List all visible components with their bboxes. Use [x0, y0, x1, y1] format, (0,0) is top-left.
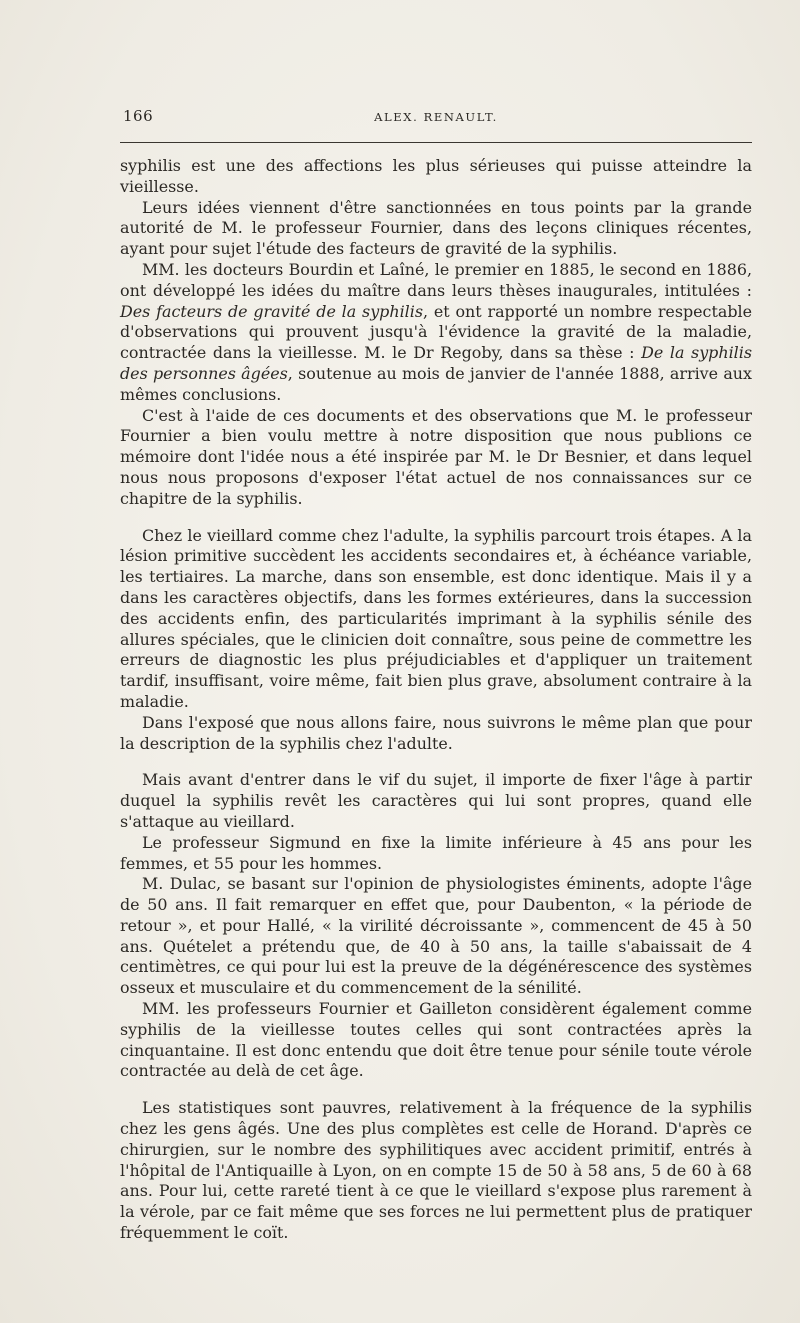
text-run: MM. les docteurs Bourdin et Laîné, le premier en 1885, le second en 1886, ont développé les idées du maître dans leurs thèses inaugurales, intitulées :	[120, 259, 752, 300]
italic-title: Des facteurs de gravité de la syphilis	[120, 301, 423, 321]
text-run: syphilis est une des affections les plus sérieuses qui puisse atteindre la vieillesse.	[120, 156, 752, 196]
running-head: ALEX. RENAULT.	[374, 110, 498, 124]
text-run: C'est à l'aide de ces documents et des observations que M. le professeur Fournier a bien voulu mettre à notre disposition que nous publions ce mémoire dont l'idée nous a été inspirée par M. le Dr Besnier, et dans lequel nous nous proposons d'exposer l'état actuel de nos connaissances sur ce chapitre de la syphilis.	[120, 405, 752, 508]
page-header	[120, 104, 752, 134]
text-run: Chez le vieillard comme chez l'adulte, la syphilis parcourt trois étapes. A la lésion primitive succèdent les accidents secondaires et, à échéance variable, les tertiaires. La marche, dans son ensemble, est donc identique. Mais il y a dans les caractères objectifs, dans les formes extérieures, dans la succession des accidents enfin, des particularités imprimant à la syphilis sénile des allures spéciales, que le clinicien doit connaître, sous peine de commettre les erreurs de diagnostic les plus préjudiciables et d'appliquer un traitement tardif, insuffisant, voire même, fait bien plus grave, absolument contraire à la maladie.	[120, 525, 752, 711]
text-run: Mais avant d'entrer dans le vif du sujet, il importe de fixer l'âge à partir duquel la syphilis revêt les caractères qui lui sont propres, quand elle s'attaque au vieillard.	[120, 770, 752, 831]
paragraph	[120, 406, 752, 510]
text-run: Dans l'exposé que nous allons faire, nous suivrons le même plan que pour la description de la syphilis chez l'adulte.	[120, 712, 752, 753]
header-rule	[120, 142, 752, 143]
paragraph	[120, 526, 752, 713]
text-run: MM. les professeurs Fournier et Gailleton considèrent également comme syphilis de la vieillesse toutes celles qui sont contractées après la cinquantaine. Il est donc entendu que doit être tenue pour sénile toute vérole contractée au delà de cet âge.	[120, 999, 752, 1081]
text-run: , et ont rapporté un nombre respectable d'observations qui prouvent jusqu'à l'évidence la gravité de la maladie, contractée dans la vieillesse. M. le Dr Regoby, dans sa thèse :	[120, 301, 752, 363]
page-number: 166	[123, 107, 154, 125]
paragraph	[120, 713, 752, 755]
paragraph	[120, 1098, 752, 1244]
paragraph	[120, 999, 752, 1082]
text-run: , soutenue au mois de janvier de l'année 1888, arrive aux mêmes conclusions.	[120, 363, 752, 404]
text-run: Les statistiques sont pauvres, relativement à la fréquence de la syphilis chez les gens âgés. Une des plus complètes est celle de Horand. D'après ce chirurgien, sur le nombre des syphilitiques avec accident primitif, entrés à l'hôpital de l'Antiquaille à Lyon, on en compte 15 de 50 à 58 ans, 5 de 60 à 68 ans. Pour lui, cette rareté tient à ce que le vieillard s'expose plus rarement à la vérole, par ce fait même que ses forces ne lui permettent plus de pratiquer fréquemment le coït.	[120, 1098, 752, 1243]
text-run: M. Dulac, se basant sur l'opinion de physiologistes éminents, adopte l'âge de 50 ans. Il fait remarquer en effet que, pour Daubenton, « la période de retour », et pour Hallé, « la virilité décroissante », commencent de 45 à 50 ans. Quételet a prétendu que, de 40 à 50 ans, la taille s'abaissait de 4 centimètres, ce qui pour lui est la preuve de la dégénérescence des systèmes osseux et musculaire et du commencement de la sénilité.	[120, 874, 752, 998]
text-run: Leurs idées viennent d'être sanctionnées en tous points par la grande autorité de M. le professeur Fournier, dans des leçons cliniques récentes, ayant pour sujet l'étude des facteurs de gravité de la syphilis.	[120, 197, 752, 259]
paragraph	[120, 156, 752, 198]
italic-title: De la syphilis des personnes âgées	[120, 343, 752, 383]
text-run: Le professeur Sigmund en fixe la limite inférieure à 45 ans pour les femmes, et 55 pour les hommes.	[120, 832, 752, 873]
paragraph	[120, 260, 752, 406]
paragraph	[120, 770, 752, 832]
paragraph	[120, 198, 752, 260]
paragraph	[120, 874, 752, 999]
body-text	[120, 156, 752, 1244]
paragraph	[120, 833, 752, 875]
